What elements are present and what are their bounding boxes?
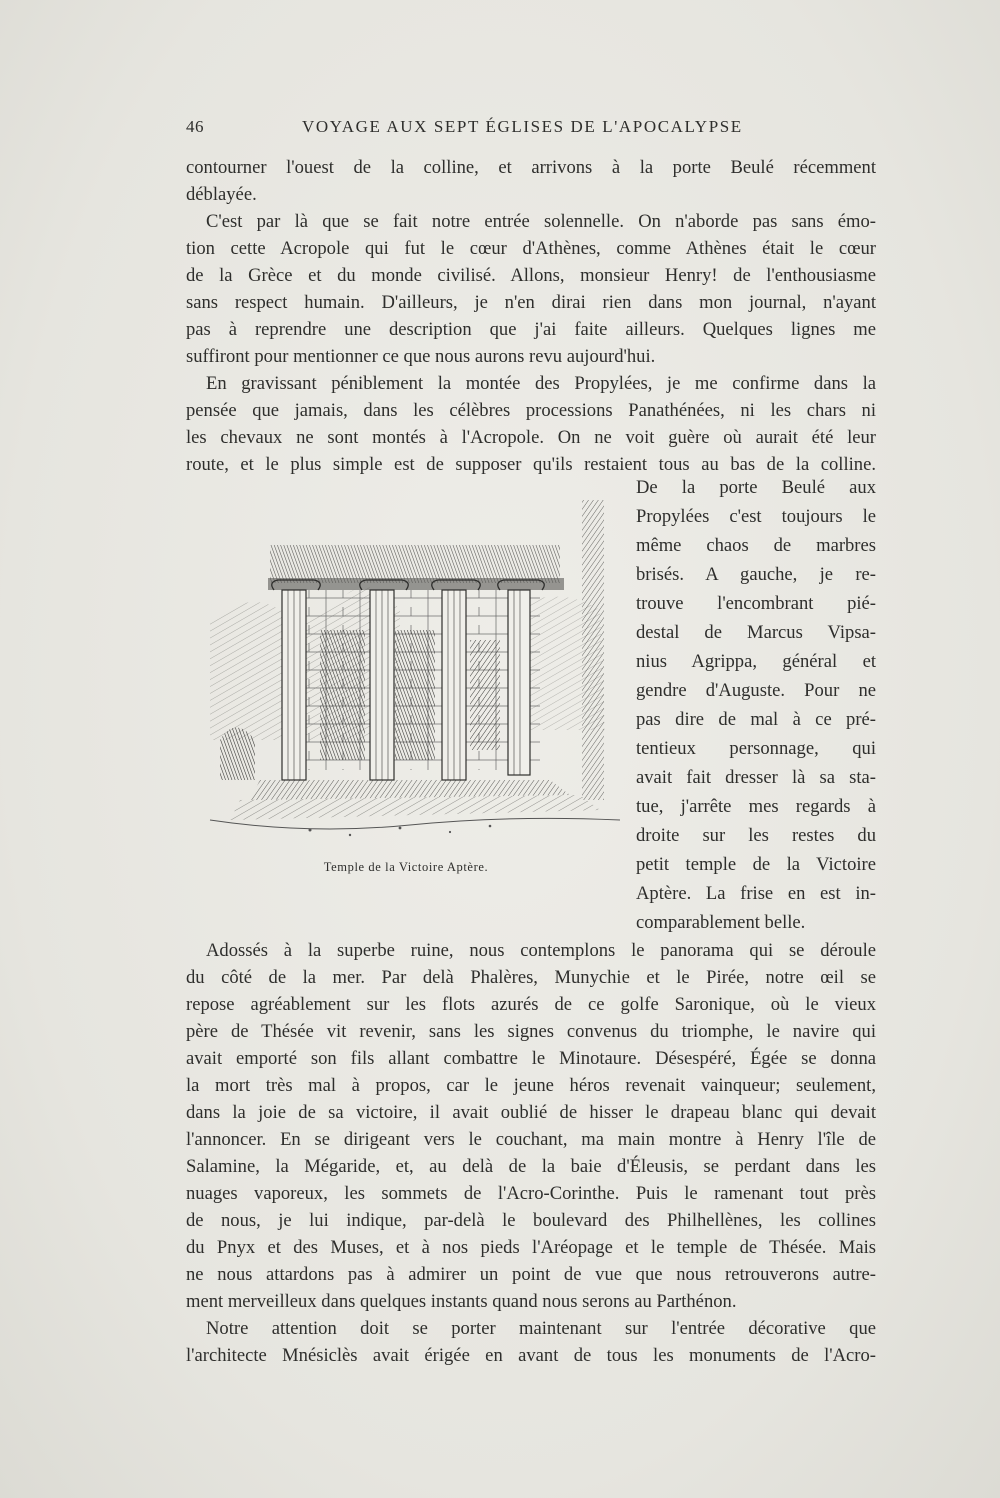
text-line: ment merveilleux dans quelques instants quand nous serons au Parthénon. [186, 1291, 737, 1312]
text-line: nius Agrippa, général et [636, 651, 876, 672]
text-line: l'annoncer. En se dirigeant vers le couchant, ma main montre à Henry l'île de [186, 1129, 876, 1150]
figure-caption: Temple de la Victoire Aptère. [323, 860, 489, 874]
text-line: la mort très mal à propos, car le jeune héros revenait vainqueur; seulement, [186, 1075, 876, 1096]
text-line: Propylées c'est toujours le [636, 506, 876, 527]
text-line: dans la joie de sa victoire, il avait oublié de hisser le drapeau blanc qui devait [186, 1102, 876, 1123]
text-line: pensée que jamais, dans les célèbres processions Panathénées, ni les chars ni [186, 400, 876, 421]
text-line: En gravissant péniblement la montée des Propylées, je me confirme dans la [206, 373, 876, 394]
text-line: route, et le plus simple est de supposer qu'ils restaient tous au bas de la colline. [186, 454, 876, 475]
text-line: sans respect humain. D'ailleurs, je n'en dirai rien dans mon journal, n'ayant [186, 292, 876, 313]
text-line: tue, j'arrête mes regards à [636, 796, 876, 817]
text-line: pas dire de mal à ce pré- [636, 709, 876, 730]
page-header [186, 117, 876, 143]
text-line: comparablement belle. [636, 912, 806, 933]
text-line: destal de Marcus Vipsa- [636, 622, 876, 643]
text-line: père de Thésée vit revenir, sans les signes convenus du triomphe, le navire qui [186, 1021, 876, 1042]
text-line: du côté de la mer. Par delà Phalères, Munychie et le Pirée, notre œil se [186, 967, 876, 988]
temple-engraving [190, 490, 630, 850]
text-line: Salamine, la Mégaride, et, au delà de la baie d'Éleusis, se perdant dans les [186, 1156, 876, 1177]
text-line: suffiront pour mentionner ce que nous aurons revu aujourd'hui. [186, 346, 656, 367]
text-line: de la Grèce et du monde civilisé. Allons, monsieur Henry! de l'enthousiasme [186, 265, 876, 286]
text-line: repose agréablement sur les flots azurés de ce golfe Saronique, où le vieux [186, 994, 876, 1015]
text-line: avait fait dresser là sa sta- [636, 767, 876, 788]
text-line: brisés. A gauche, je re- [636, 564, 876, 585]
text-line: pas à reprendre une description que j'ai faite ailleurs. Quelques lignes me [186, 319, 876, 340]
text-line: les chevaux ne sont montés à l'Acropole. On ne voit guère où aurait été leur [186, 427, 876, 448]
text-line: trouve l'encombrant pié- [636, 593, 876, 614]
text-line: petit temple de la Victoire [636, 854, 876, 875]
text-line: tion cette Acropole qui fut le cœur d'Athènes, comme Athènes était le cœur [186, 238, 876, 259]
text-line: gendre d'Auguste. Pour ne [636, 680, 876, 701]
text-line: Aptère. La frise en est in- [636, 883, 876, 904]
text-line: avait emporté son fils allant combattre le Minotaure. Désespéré, Égée se donna [186, 1048, 876, 1069]
text-line: Adossés à la superbe ruine, nous contemplons le panorama qui se déroule [206, 940, 876, 961]
text-line: contourner l'ouest de la colline, et arrivons à la porte Beulé récemment [186, 157, 876, 178]
page-number: 46 [186, 117, 204, 136]
text-line: de nous, je lui indique, par-delà le boulevard des Philhellènes, les collines [186, 1210, 876, 1231]
text-line: ne nous attardons pas à admirer un point de vue que nous retrouverons autre- [186, 1264, 876, 1285]
text-line: C'est par là que se fait notre entrée solennelle. On n'aborde pas sans émo- [206, 211, 876, 232]
running-title: VOYAGE AUX SEPT ÉGLISES DE L'APOCALYPSE [302, 117, 743, 136]
text-line: Notre attention doit se porter maintenant sur l'entrée décorative que [206, 1318, 876, 1339]
text-line: du Pnyx et des Muses, et à nos pieds l'Aréopage et le temple de Thésée. Mais [186, 1237, 876, 1258]
text-line: tentieux personnage, qui [636, 738, 876, 759]
text-line: nuages vaporeux, les sommets de l'Acro-Corinthe. Puis le ramenant tout près [186, 1183, 876, 1204]
text-line: De la porte Beulé aux [636, 477, 876, 498]
text-line: droite sur les restes du [636, 825, 876, 846]
text-line: déblayée. [186, 184, 257, 205]
text-line: même chaos de marbres [636, 535, 876, 556]
text-line: l'architecte Mnésiclès avait érigée en avant de tous les monuments de l'Acro- [186, 1345, 876, 1366]
